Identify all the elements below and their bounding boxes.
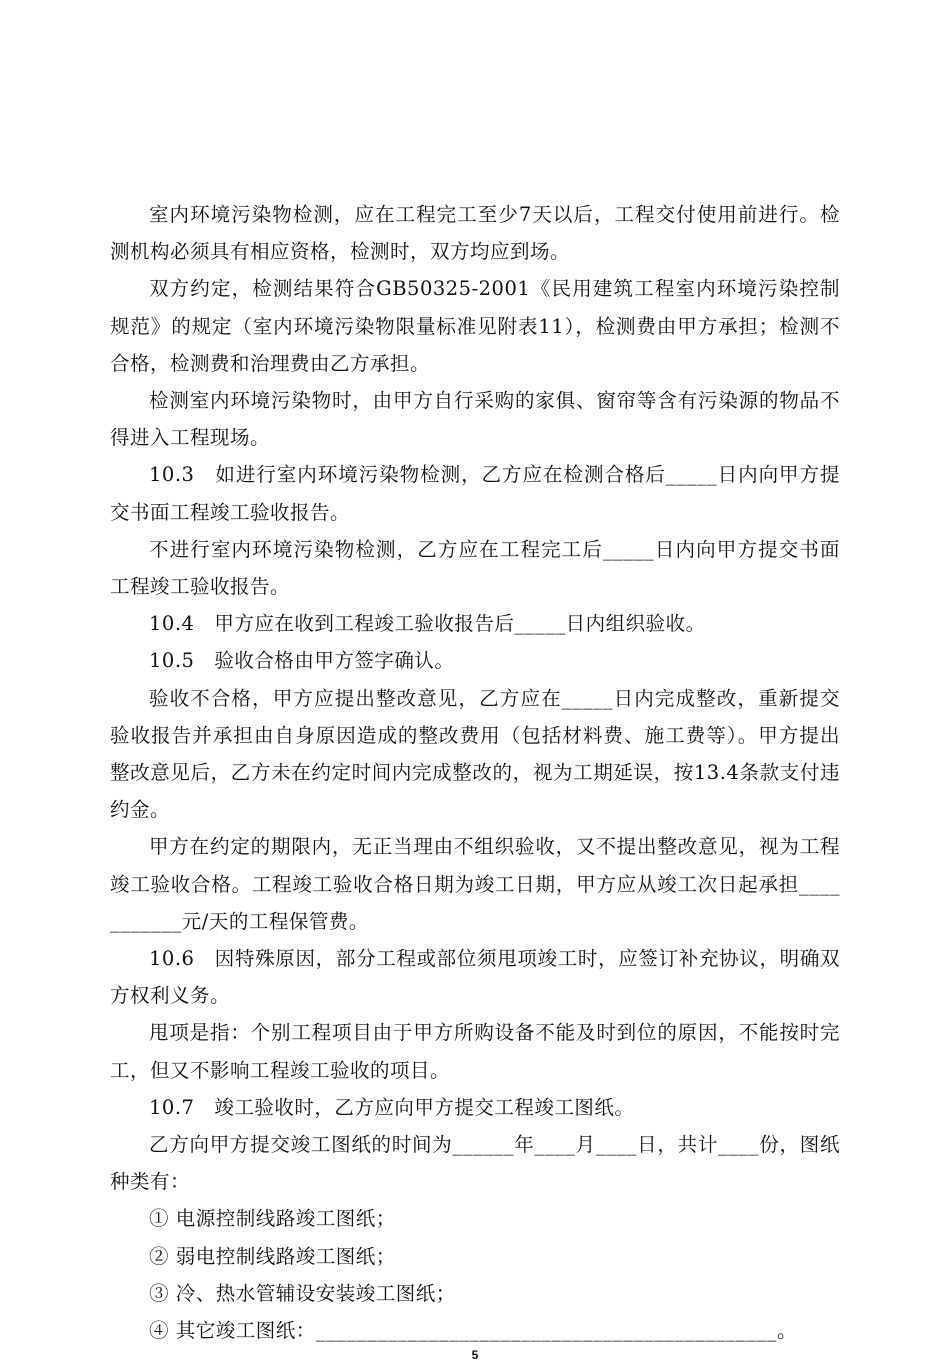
clause-10-4: 10.4 甲方应在收到工程竣工验收报告后_____日内组织验收。: [149, 612, 706, 636]
list-item-3: ③ 冷、热水管辅设安装竣工图纸；: [149, 1281, 456, 1305]
paragraph-2: 双方约定，检测结果符合GB50325-2001《民用建筑工程室内环境污染控制规范》的规定（室内环境污染物限量标准见附表11），检测费由甲方承担；检测不合格，检测费和治理费由乙方承担。: [110, 277, 840, 375]
paragraph-5: 不进行室内环境污染物检测，乙方应在工程完工后_____日内向甲方提交书面工程竣工验收报告。: [110, 537, 840, 599]
list-item-2: ② 弱电控制线路竣工图纸；: [149, 1244, 396, 1268]
paragraph-11: 甩项是指：个别工程项目由于甲方所购设备不能及时到位的原因，不能按时完工，但又不影响工程竣工验收的项目。: [110, 1021, 840, 1082]
paragraph-3: 检测室内环境污染物时，由甲方自行采购的家俱、窗帘等含有污染源的物品不得进入工程现场。: [110, 389, 840, 450]
clause-10-7: 10.7 竣工验收时，乙方应向甲方提交工程竣工图纸。: [149, 1095, 635, 1119]
paragraph-9: 甲方在约定的期限内，无正当理由不组织验收，又不提出整改意见，视为工程竣工验收合格。工程竣工验收合格日期为竣工日期，甲方应从竣工次日起承担___________元/天的工程保管费。: [110, 835, 840, 933]
list-item-4: ④ 其它竣工图纸：_____________________________________________。: [149, 1319, 797, 1343]
paragraph-13: 乙方向甲方提交竣工图纸的时间为______年____月____日，共计____份，图纸种类有：: [110, 1133, 840, 1194]
paragraph-8: 验收不合格，甲方应提出整改意见，乙方应在_____日内完成整改，重新提交验收报告并承担由自身原因造成的整改费用（包括材料费、施工费等）。甲方提出整改意见后，乙方未在约定时间内完成整改的，视为工期延误，按13.4条款支付违约金。: [110, 686, 840, 822]
document-body: [110, 196, 840, 1349]
list-item-1: ① 电源控制线路竣工图纸；: [149, 1207, 396, 1231]
page-number: 5: [471, 1348, 479, 1362]
clause-10-5: 10.5 验收合格由甲方签字确认。: [149, 649, 455, 673]
paragraph-1: 室内环境污染物检测，应在工程完工至少7天以后，工程交付使用前进行。检测机构必须具有相应资格，检测时，双方均应到场。: [110, 203, 840, 264]
clause-10-3: 10.3 如进行室内环境污染物检测，乙方应在检测合格后_____日内向甲方提交书面工程竣工验收报告。: [110, 463, 840, 524]
clause-10-6: 10.6 因特殊原因，部分工程或部位须甩项竣工时，应签订补充协议，明确双方权利义务。: [110, 947, 840, 1008]
